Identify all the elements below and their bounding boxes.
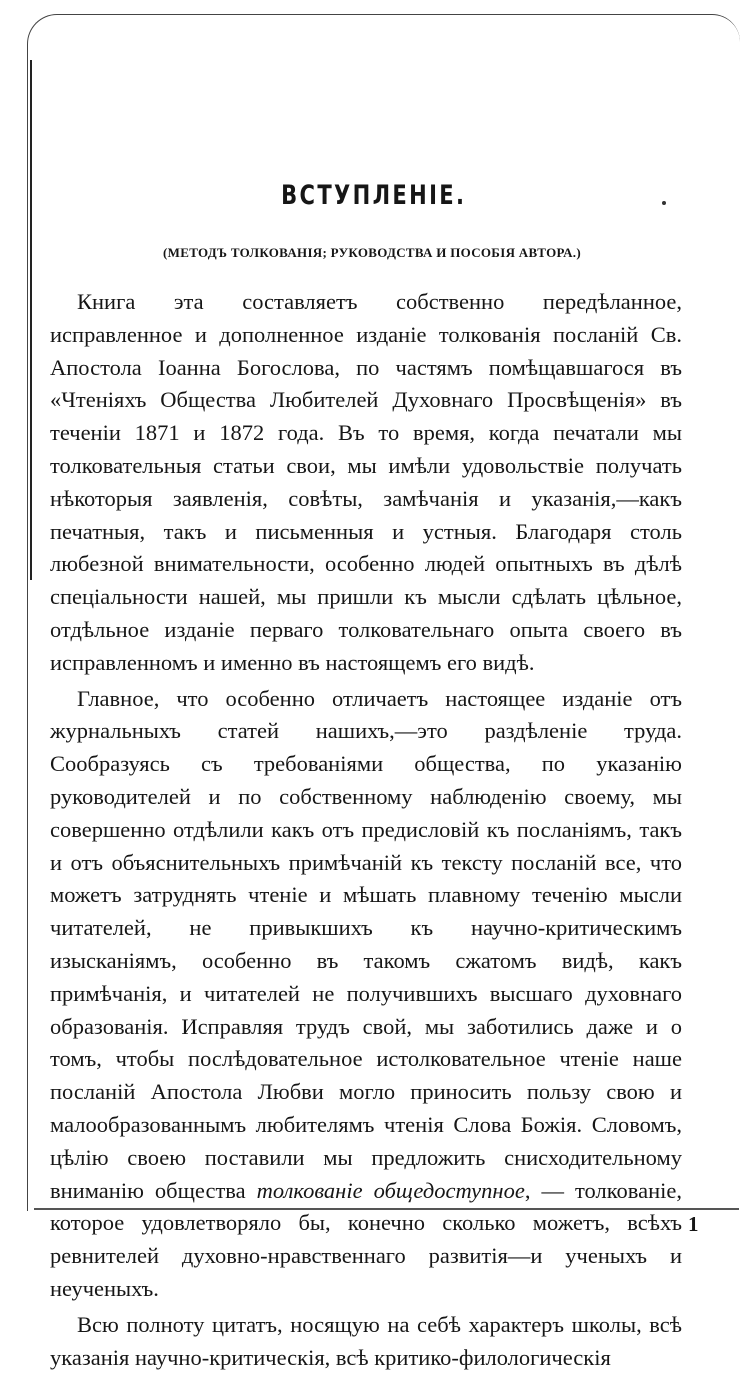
- paragraph-2-text-start: Главное, что особенно отличаетъ настоящее изданіе отъ журнальныхъ статей нашихъ,—это раздѣленіе труда. Сообразуясь съ требованіями общества, по указанію руководителей и по собственному наблюденію своему, мы совершенно отдѣлили какъ отъ предисловій къ посланіямъ, такъ и отъ объяснительныхъ примѣчаній къ тексту посланій все, что можетъ затруднять чтеніе и мѣшать плавному теченію мысли читателей, не привыкшихъ къ научно-критическимъ изысканіямъ, особенно въ такомъ сжатомъ видѣ, какъ примѣчанія, и читателей не получившихъ высшаго духовнаго образованія. Исправляя трудъ свой, мы заботились даже и о томъ, чтобы послѣдовательное истолковательное чтеніе наше посланій Апостола Любви могло приносить пользу свою и малообразованнымъ любителямъ чтенія Слова Божія. Словомъ, цѣлію своею поставили мы предложить снисходительному вниманію общества: [50, 685, 682, 1203]
- page-number: 1: [688, 1212, 699, 1236]
- chapter-subtitle: (МЕТОДЪ ТОЛКОВАНІЯ; РУКОВОДСТВА И ПОСОБІЯ АВТОРА.): [163, 245, 581, 260]
- body-text: [50, 286, 682, 1377]
- bottom-rule: [34, 1208, 739, 1210]
- margin-rule: [30, 60, 32, 580]
- paragraph-2: [50, 683, 682, 1306]
- ink-speck: [662, 201, 666, 205]
- paragraph-2-text-end: , — толкованіе, которое удовлетворяло бы, конечно сколько можетъ, всѣхъ ревнителей духовно-нравственнаго развитія—и ученыхъ и неученыхъ.: [50, 1177, 682, 1301]
- chapter-title: ВСТУПЛЕНІЕ.: [281, 180, 467, 211]
- paragraph-1: Книга эта составляетъ собственно передѣланное, исправленное и дополненное изданіе толкованія посланій Св. Апостола Іоанна Богослова, по частямъ помѣщавшагося въ «Чтеніяхъ Общества Любителей Духовнаго Просвѣщенія» въ теченіи 1871 и 1872 года. Въ то время, когда печатали мы толковательныя статьи свои, мы имѣли удовольствіе получать нѣкоторыя заявленія, совѣты, замѣчанія и указанія,—какъ печатныя, такъ и письменныя и устныя. Благодаря столь любезной внимательности, особенно людей опытныхъ въ дѣлѣ спеціальности нашей, мы пришли къ мысли сдѣлать цѣльное, отдѣльное изданіе перваго толковательнаго опыта своего въ исправленномъ и именно въ настоящемъ его видѣ.: [50, 289, 682, 675]
- italic-phrase: толкованіе общедоступное: [256, 1177, 525, 1203]
- paragraph-3: Всю полноту цитатъ, носящую на себѣ характеръ школы, всѣ указанія научно-критическія, всѣ критико-филологическія: [50, 1311, 682, 1370]
